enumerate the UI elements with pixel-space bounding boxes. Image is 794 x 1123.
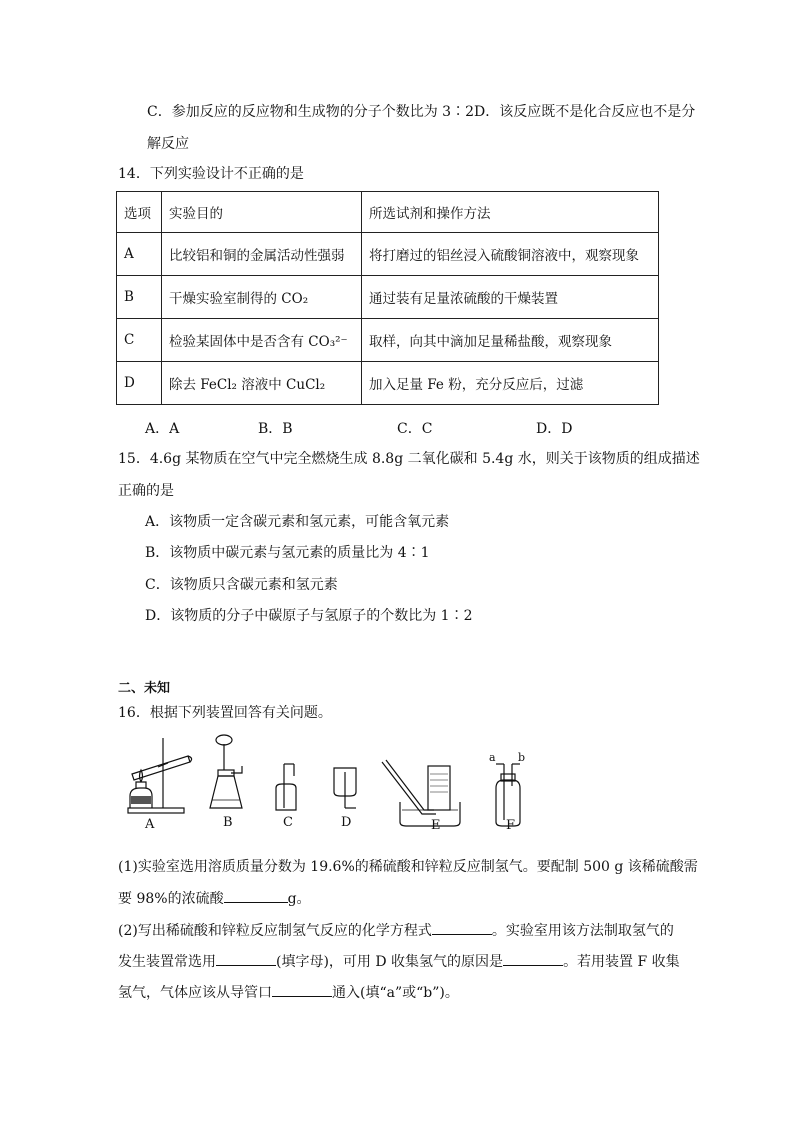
q13-option-d-cont: 解反应 — [147, 136, 189, 152]
q15-option-a: A．该物质一定含碳元素和氢元素，可能含氧元素 — [145, 514, 450, 530]
q15-stem-line2: 正确的是 — [118, 483, 174, 499]
table-cell: 检验某固体中是否含有 CO₃²⁻ — [162, 319, 362, 362]
answer-blank[interactable] — [224, 888, 288, 903]
apparatus-label-d: D — [341, 815, 352, 830]
table-row — [117, 233, 659, 276]
table-row — [117, 276, 659, 319]
q14-stem: 14．下列实验设计不正确的是 — [118, 166, 304, 182]
table-cell: 除去 FeCl₂ 溶液中 CuCl₂ — [162, 362, 362, 405]
table-cell: 比较铝和铜的金属活动性强弱 — [162, 233, 362, 276]
q16-p1-line1: (1)实验室选用溶质质量分数为 19.6%的稀硫酸和锌粒反应制氢气。要配制 500 g 该稀硫酸需 — [118, 859, 698, 875]
q14-option-c: C．C — [397, 421, 433, 437]
apparatus-c — [276, 764, 296, 810]
apparatus-a — [128, 738, 192, 813]
table-row — [117, 362, 659, 405]
answer-blank[interactable] — [272, 982, 332, 997]
q15-stem-line1: 15．4.6g 某物质在空气中完全燃烧生成 8.8g 二氧化碳和 5.4g 水，则关于该物质的组成描述 — [118, 451, 700, 467]
table-cell: C — [117, 319, 162, 362]
apparatus-label-e: E — [431, 818, 441, 833]
table-cell: 将打磨过的铝丝浸入硫酸铜溶液中，观察现象 — [362, 233, 659, 276]
apparatus-label-c: C — [283, 815, 293, 830]
answer-blank[interactable] — [432, 920, 492, 935]
section-title: 二、未知 — [118, 681, 171, 696]
table-header-cell: 实验目的 — [162, 192, 362, 233]
table-row — [117, 319, 659, 362]
table-cell: 取样，向其中滴加足量稀盐酸，观察现象 — [362, 319, 659, 362]
table-cell: B — [117, 276, 162, 319]
q13-option-d: D．该反应既不是化合反应也不是分 — [473, 104, 696, 120]
apparatus-f — [496, 764, 520, 826]
apparatus-label-a: A — [145, 817, 155, 832]
port-label-b: b — [518, 751, 526, 764]
apparatus-b — [210, 735, 242, 808]
table-header-cell: 所选试剂和操作方法 — [362, 192, 659, 233]
apparatus-figure — [118, 730, 538, 840]
table-cell: 通过装有足量浓硫酸的干燥装置 — [362, 276, 659, 319]
answer-blank[interactable] — [216, 951, 276, 966]
q14-option-a: A．A — [145, 421, 180, 437]
table-cell: 加入足量 Fe 粉，充分反应后，过滤 — [362, 362, 659, 405]
table-cell: 干燥实验室制得的 CO₂ — [162, 276, 362, 319]
q16-p1-line2: 要 98%的浓硫酸 g。 — [118, 888, 311, 909]
answer-blank[interactable] — [503, 951, 563, 966]
q14-option-d: D．D — [536, 421, 573, 437]
apparatus-label-b: B — [223, 815, 233, 830]
apparatus-d — [334, 768, 356, 808]
table-header-cell: 选项 — [117, 192, 162, 233]
q14-option-b: B．B — [258, 421, 293, 437]
q16-stem: 16．根据下列装置回答有关问题。 — [118, 705, 332, 721]
port-label-a: a — [489, 751, 496, 764]
q13-option-c: C．参加反应的反应物和生成物的分子个数比为 3∶2D．该反应既不是化合反应也不是分 — [147, 104, 696, 120]
q15-option-d: D．该物质的分子中碳原子与氢原子的个数比为 1∶2 — [145, 608, 473, 624]
q15-option-c: C．该物质只含碳元素和氢元素 — [145, 577, 338, 593]
table-cell: A — [117, 233, 162, 276]
q14-table — [116, 191, 659, 405]
apparatus-label-f: F — [506, 818, 516, 833]
q15-option-b: B．该物质中碳元素与氢元素的质量比为 4∶1 — [145, 545, 430, 561]
table-cell: D — [117, 362, 162, 405]
q16-p2-line2: 发生装置常选用 (填字母)，可用 D 收集氢气的原因是 。若用装置 F 收集 — [118, 951, 680, 972]
q16-p2-line1: (2)写出稀硫酸和锌粒反应制氢气反应的化学方程式 。实验室用该方法制取氢气的 — [118, 920, 674, 941]
apparatus-e — [382, 760, 460, 826]
q16-p2-line3: 氢气，气体应该从导管口 通入(填“a”或“b”)。 — [118, 982, 459, 1003]
table-header-row — [117, 192, 659, 233]
